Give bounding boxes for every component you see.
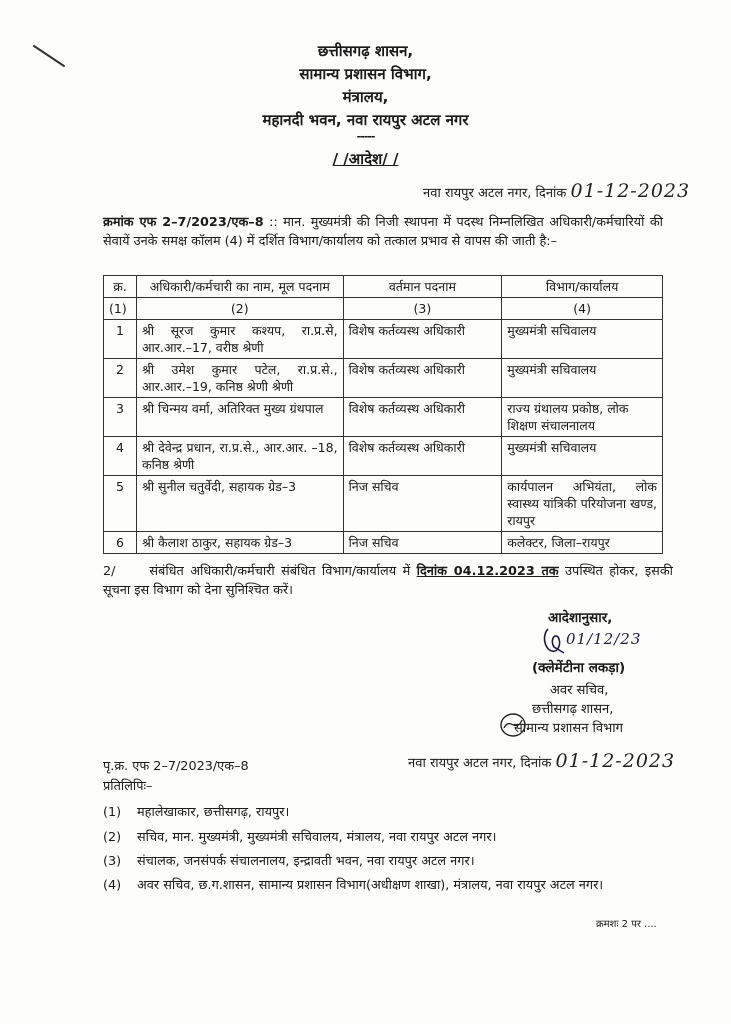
header-line-2: सामान्य प्रशासन विभाग,	[299, 65, 432, 83]
copy-item	[103, 876, 678, 895]
row-name: श्री चिन्मय वर्मा, अतिरिक्त मुख्य ग्रंथपाल	[136, 398, 343, 437]
copy-item-text: अवर सचिव, छ.ग.शासन, सामान्य प्रशासन विभाग(अधीक्षण शाखा), मंत्रालय, नवा रायपुर अटल नगर।	[137, 878, 604, 893]
row-department: राज्य ग्रंथालय प्रकोष्ठ, लोक शिक्षण संचालनालय	[502, 398, 663, 437]
endorsement-handwritten-date: 01-12-2023	[555, 750, 676, 772]
copy-item	[103, 828, 678, 847]
paragraph-2	[103, 562, 673, 600]
header-line-3: मंत्रालय,	[342, 88, 389, 106]
row-department: मुख्यमंत्री सचिवालय	[502, 437, 663, 476]
th-serial: क्र.	[104, 276, 137, 298]
order-title	[0, 148, 731, 170]
row-designation: विशेष कर्तव्यस्थ अधिकारी	[343, 359, 502, 398]
signatory-dept: सामान्य प्रशासन विभाग	[514, 721, 623, 736]
header-line-4: महानदी भवन, नवा रायपुर अटल नगर	[262, 111, 469, 129]
endorsement-place-date	[408, 750, 675, 772]
order-title-text: / /आदेश/ /	[332, 150, 399, 168]
th-name: अधिकारी/कर्मचारी का नाम, मूल पदनाम	[136, 276, 343, 298]
place-date	[423, 180, 690, 202]
signatory-name: (क्लेमेंटीना लकड़ा)	[532, 660, 626, 676]
endorsement-ref: पृ.क्र. एफ 2–7/2023/एक–8	[103, 759, 249, 774]
row-num: 2	[104, 359, 137, 398]
para2-date: दिनांक 04.12.2023 तक	[416, 564, 559, 579]
colnum-2: (2)	[136, 298, 343, 320]
para2-num: 2/	[103, 564, 116, 579]
row-num: 5	[104, 476, 137, 532]
signatory-gov: छत्तीसगढ़ शासन,	[532, 702, 614, 717]
th-department: विभाग/कार्यालय	[502, 276, 663, 298]
header-line-1: छत्तीसगढ़ शासन,	[317, 42, 414, 60]
row-department: मुख्यमंत्री सचिवालय	[502, 359, 663, 398]
continued-note: क्रमशः 2 पर ....	[596, 919, 657, 930]
row-num: 4	[104, 437, 137, 476]
order-body: :: मान. मुख्यमंत्री की निजी स्थापना में पदस्थ निम्नलिखित अधिकारी/कर्मचारियों की सेवायें उनके समक्ष कॉलम (4) में दर्शित विभाग/कार्यालय को तत्काल प्रभाव से वापस की जाती है:–	[103, 215, 663, 249]
table-row	[104, 532, 663, 554]
colnum-1: (1)	[104, 298, 137, 320]
copy-item-text: संचालक, जनसंपर्क संचालनालय, इन्द्रावती भवन, नवा रायपुर अटल नगर।	[137, 854, 475, 869]
row-name: श्री देवेन्द्र प्रधान, रा.प्र.से., आर.आर. –18, कनिष्ठ श्रेणी	[136, 437, 343, 476]
copy-item-num: (2)	[103, 830, 122, 845]
colnum-3: (3)	[343, 298, 502, 320]
table-row	[104, 398, 663, 437]
row-designation: विशेष कर्तव्यस्थ अधिकारी	[343, 398, 502, 437]
table-colnum-row	[104, 298, 663, 320]
copy-item-num: (1)	[103, 805, 122, 820]
table-row	[104, 320, 663, 359]
officers-table	[103, 275, 663, 554]
signatory-designation: अवर सचिव,	[550, 683, 609, 698]
row-designation: निज सचिव	[343, 532, 502, 554]
signature-date: 01/12/23	[566, 630, 642, 648]
copy-item-num: (3)	[103, 854, 122, 869]
row-name: श्री उमेश कुमार पटेल, रा.प्र.से., आर.आर.–19, कनिष्ठ श्रेणी श्रेणी	[136, 359, 343, 398]
endorsement-place-text: नवा रायपुर अटल नगर, दिनांक	[408, 756, 552, 771]
row-name: श्री सुनील चतुर्वेदी, सहायक ग्रेड–3	[136, 476, 343, 532]
handwritten-date: 01-12-2023	[570, 180, 691, 202]
row-name: श्री कैलाश ठाकुर, सहायक ग्रेड–3	[136, 532, 343, 554]
row-num: 1	[104, 320, 137, 359]
table-row	[104, 476, 663, 532]
copy-item-text: सचिव, मान. मुख्यमंत्री, मुख्यमंत्री सचिवालय, मंत्रालय, नवा रायपुर अटल नगर।	[137, 830, 497, 845]
para2-text-a: संबंधित अधिकारी/कर्मचारी संबंधित विभाग/कार्यालय में	[149, 564, 411, 579]
by-order: आदेशानुसार,	[548, 610, 613, 626]
table-row	[104, 359, 663, 398]
copy-label: प्रतिलिपिः–	[103, 779, 153, 794]
table-row	[104, 437, 663, 476]
table-header-row	[104, 276, 663, 298]
header-separator: -----	[356, 130, 375, 143]
colnum-4: (4)	[502, 298, 663, 320]
row-name: श्री सूरज कुमार कश्यप, रा.प्र.से, आर.आर.–17, वरीष्ठ श्रेणी	[136, 320, 343, 359]
para2-text-b: उपस्थित होकर, इसकी सूचना इस विभाग को देना सुनिश्चित करें।	[103, 564, 673, 598]
copy-item	[103, 803, 678, 822]
row-department: मुख्यमंत्री सचिवालय	[502, 320, 663, 359]
th-designation: वर्तमान पदनाम	[343, 276, 502, 298]
row-department: कार्यपालन अभियंता, लोक स्वास्थ्य यांत्रिकी परियोजना खण्ड, रायपुर	[502, 476, 663, 532]
row-designation: विशेष कर्तव्यस्थ अधिकारी	[343, 320, 502, 359]
row-department: कलेक्टर, जिला–रायपुर	[502, 532, 663, 554]
copy-item-text: महालेखाकार, छत्तीसगढ़, रायपुर।	[137, 805, 290, 820]
copy-item-num: (4)	[103, 878, 122, 893]
row-designation: विशेष कर्तव्यस्थ अधिकारी	[343, 437, 502, 476]
row-num: 3	[104, 398, 137, 437]
order-kramank: क्रमांक एफ 2–7/2023/एक–8	[103, 215, 264, 230]
row-designation: निज सचिव	[343, 476, 502, 532]
row-num: 6	[104, 532, 137, 554]
place-date-text: नवा रायपुर अटल नगर, दिनांक	[423, 186, 567, 201]
order-paragraph	[103, 213, 663, 251]
copy-item	[103, 852, 678, 871]
